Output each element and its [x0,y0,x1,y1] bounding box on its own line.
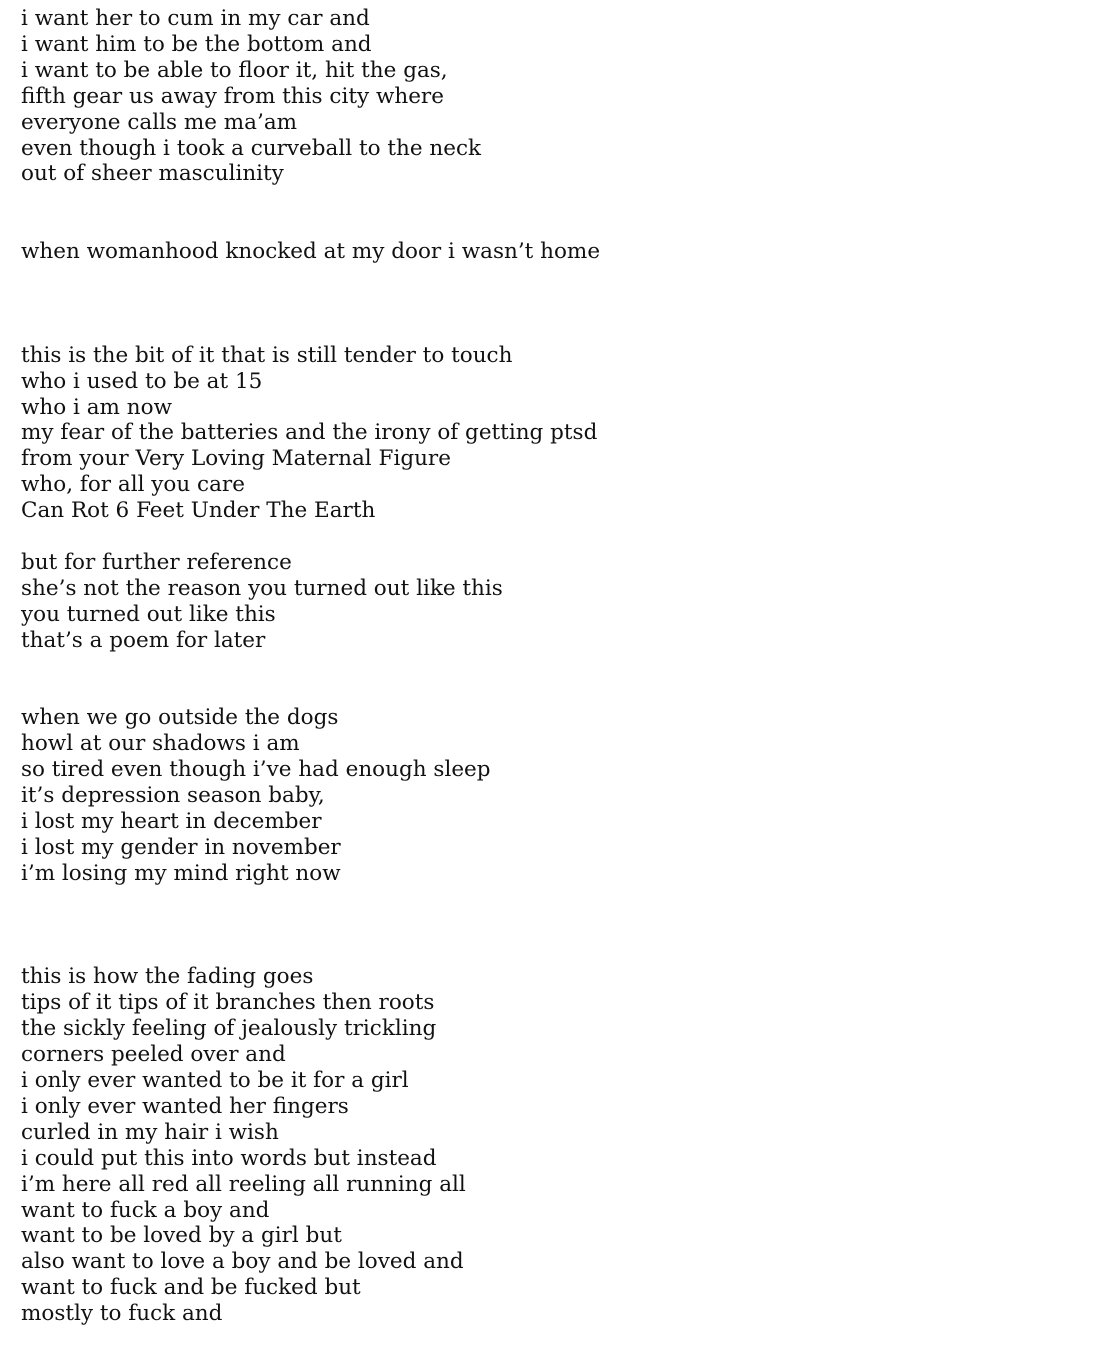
poem-line: corners peeled over and [21,1042,286,1068]
poem-line: i lost my gender in november [21,834,341,860]
poem-line: the sickly feeling of jealously trickling [21,1016,437,1042]
poem-line: everyone calls me ma’am [21,109,298,135]
stanza-spacer [21,187,1081,239]
stanza-4 [21,550,1081,654]
stanza-5 [21,705,1081,886]
stanza-spacer [21,887,1081,965]
poem-line: from your Very Loving Maternal Figure [21,446,451,472]
poem-line: who i am now [21,394,172,420]
poem-line: i lost my heart in december [21,809,322,835]
stanza-3 [21,343,1081,524]
poem-line: this is how the fading goes [21,964,314,990]
poem-line: but for further reference [21,549,292,575]
poem-line: i’m losing my mind right now [21,860,341,886]
stanza-spacer [21,265,1081,343]
poem-line: when womanhood knocked at my door i wasn’t home [21,239,601,265]
poem-line: so tired even though i’ve had enough sleep [21,757,491,783]
poem-line: i want him to be the bottom and [21,31,372,57]
poem-line: fifth gear us away from this city where [21,83,444,109]
poem-line: this is the bit of it that is still tender to touch [21,342,513,368]
stanza-1 [21,6,1081,187]
poem-line: even though i took a curveball to the neck [21,135,482,161]
poem-page [21,6,1081,1327]
poem-line: i only ever wanted to be it for a girl [21,1068,409,1094]
poem-line: howl at our shadows i am [21,731,300,757]
poem-line: want to fuck a boy and [21,1197,270,1223]
poem-line: out of sheer masculinity [21,161,284,187]
poem-line: want to be loved by a girl but [21,1223,342,1249]
stanza-spacer [21,524,1081,550]
poem-line: it’s depression season baby, [21,783,325,809]
poem-line: who, for all you care [21,472,245,498]
poem-line: i want to be able to floor it, hit the gas, [21,57,448,83]
poem-line: i want her to cum in my car and [21,6,370,31]
stanza-6 [21,964,1081,1327]
poem-line: my fear of the batteries and the irony of getting ptsd [21,420,598,446]
poem-line: i’m here all red all reeling all running all [21,1171,466,1197]
poem-line: you turned out like this [21,601,276,627]
poem-line: that’s a poem for later [21,627,266,653]
poem-line: also want to love a boy and be loved and [21,1249,464,1275]
poem-line: she’s not the reason you turned out like this [21,575,503,601]
poem-line: curled in my hair i wish [21,1119,279,1145]
stanza-2 [21,239,1081,265]
poem-line: Can Rot 6 Feet Under The Earth [21,498,376,524]
poem-line: when we go outside the dogs [21,705,339,731]
poem-line: who i used to be at 15 [21,368,263,394]
poem-line: i could put this into words but instead [21,1145,437,1171]
stanza-spacer [21,654,1081,706]
poem-line: want to fuck and be fucked but [21,1275,361,1301]
poem-line: tips of it tips of it branches then roots [21,990,435,1016]
poem-line: mostly to fuck and [21,1301,223,1327]
poem-line: i only ever wanted her fingers [21,1093,349,1119]
